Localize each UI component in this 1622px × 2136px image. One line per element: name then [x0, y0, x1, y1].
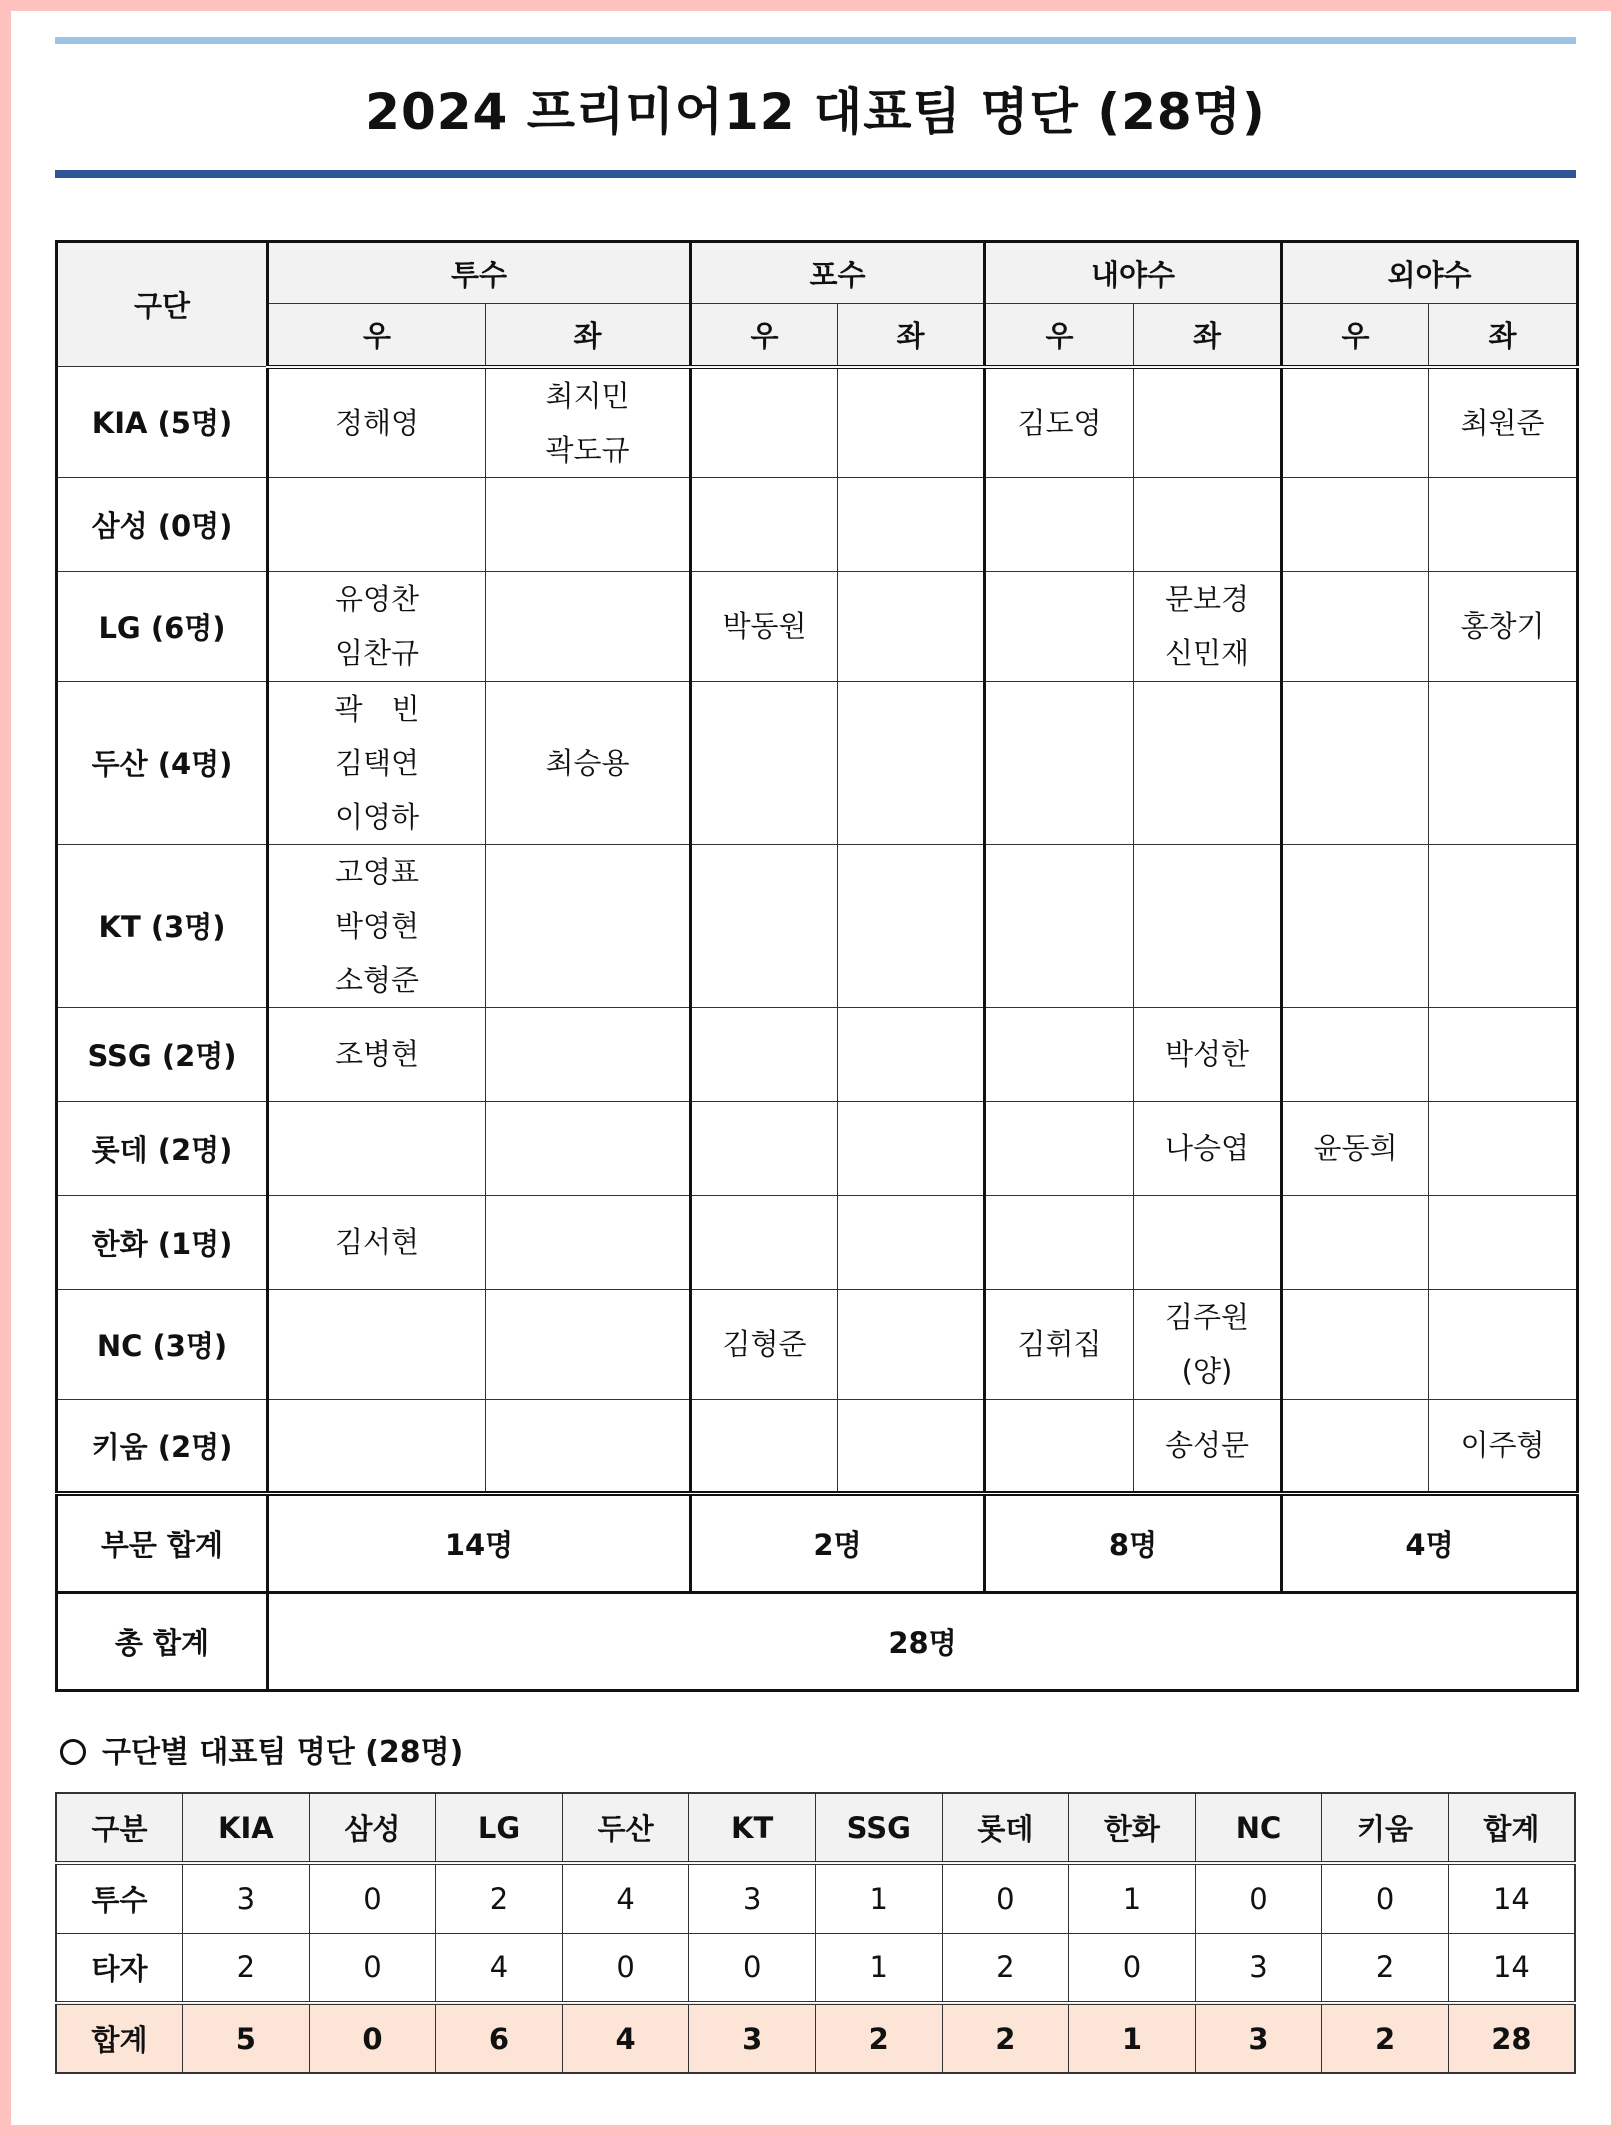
header-team: 구단: [57, 242, 268, 367]
roster-cell: [985, 1007, 1134, 1101]
subtotal-value: 14명: [268, 1493, 691, 1592]
subtotal-value: 4명: [1282, 1493, 1578, 1592]
roster-cell: [268, 1195, 486, 1289]
roster-cell: [1429, 367, 1578, 478]
summary-value: 1: [815, 1863, 942, 1933]
player-name: 김주원: [1164, 1300, 1250, 1334]
summary-header: KT: [689, 1793, 816, 1863]
roster-cell: [1282, 1007, 1429, 1101]
roster-cell: [838, 1007, 985, 1101]
summary-total-value: 28: [1448, 2003, 1575, 2073]
header-position: 포수: [691, 242, 985, 304]
roster-cell: [268, 367, 486, 478]
roster-cell: [838, 571, 985, 681]
header-hand: 좌: [1134, 304, 1282, 367]
summary-value: 14: [1448, 1863, 1575, 1933]
roster-cell: [268, 477, 486, 571]
header-hand: 우: [268, 304, 486, 367]
total-value: 28명: [268, 1592, 1578, 1690]
summary-value: 3: [689, 1863, 816, 1933]
player-name: 박성한: [1164, 1037, 1250, 1071]
summary-total-value: 6: [436, 2003, 563, 2073]
summary-value: 14: [1448, 1933, 1575, 2003]
roster-cell: [838, 1399, 985, 1493]
table-row: [57, 571, 1578, 681]
header-row-positions: [57, 242, 1578, 304]
subtotal-value: 8명: [985, 1493, 1282, 1592]
player-name: 최승용: [545, 745, 630, 780]
team-summary-table: [55, 1792, 1576, 2074]
team-label: 삼성 (0명): [57, 477, 268, 571]
subtotal-label: 부문 합계: [57, 1493, 268, 1592]
roster-cell: [268, 681, 486, 844]
team-label: KT (3명): [57, 844, 268, 1007]
player-name: 나승엽: [1164, 1131, 1250, 1165]
table-row: [57, 844, 1578, 1007]
header-position: 내야수: [985, 242, 1282, 304]
player-name: 김택연: [334, 745, 420, 780]
summary-value: 0: [309, 1863, 436, 1933]
summary-header: SSG: [815, 1793, 942, 1863]
roster-cell: [985, 1195, 1134, 1289]
roster-cell: [1134, 1101, 1282, 1195]
summary-row-label: 투수: [56, 1863, 183, 1933]
player-name: 이주형: [1460, 1428, 1545, 1462]
table-row: [57, 681, 1578, 844]
summary-value: 2: [183, 1933, 310, 2003]
roster-cell: [1429, 1399, 1578, 1493]
roster-cell: [691, 1101, 838, 1195]
table-row: [57, 477, 1578, 571]
summary-header: 삼성: [309, 1793, 436, 1863]
roster-cell: [1429, 1007, 1578, 1101]
top-divider: [55, 37, 1576, 44]
roster-cell: [486, 844, 691, 1007]
roster-cell: [1282, 681, 1429, 844]
roster-cell: [486, 1195, 691, 1289]
summary-total-value: 0: [309, 2003, 436, 2073]
summary-header: 롯데: [942, 1793, 1069, 1863]
roster-cell: [838, 844, 985, 1007]
roster-cell: [268, 844, 486, 1007]
roster-cell: [268, 1289, 486, 1399]
player-name: 곽도규: [545, 432, 630, 467]
header-hand: 좌: [486, 304, 691, 367]
summary-value: 0: [942, 1863, 1069, 1933]
roster-cell: [1134, 1399, 1282, 1493]
team-label: 키움 (2명): [57, 1399, 268, 1493]
table-row: [57, 1289, 1578, 1399]
roster-cell: [1134, 1007, 1282, 1101]
summary-header: LG: [436, 1793, 563, 1863]
summary-value: 1: [1069, 1863, 1196, 1933]
roster-cell: [838, 1289, 985, 1399]
summary-header: 두산: [562, 1793, 689, 1863]
roster-cell: [985, 844, 1134, 1007]
roster-cell: [486, 571, 691, 681]
roster-cell: [268, 1101, 486, 1195]
summary-header: NC: [1195, 1793, 1322, 1863]
summary-total-value: 3: [689, 2003, 816, 2073]
roster-cell: [1282, 1195, 1429, 1289]
player-name: 최원준: [1460, 405, 1545, 440]
summary-value: 2: [436, 1863, 563, 1933]
summary-header: 키움: [1322, 1793, 1449, 1863]
summary-value: 0: [1322, 1863, 1449, 1933]
summary-value: 0: [1195, 1863, 1322, 1933]
summary-value: 0: [1069, 1933, 1196, 2003]
table-row: [57, 1101, 1578, 1195]
player-name: 홍창기: [1460, 609, 1545, 643]
roster-cell: [1134, 571, 1282, 681]
roster-cell: [1429, 1101, 1578, 1195]
summary-header: 합계: [1448, 1793, 1575, 1863]
team-label: LG (6명): [57, 571, 268, 681]
summary-header: 구분: [56, 1793, 183, 1863]
roster-cell: [486, 1399, 691, 1493]
player-name: 임찬규: [334, 636, 420, 670]
roster-cell: [838, 1195, 985, 1289]
roster-cell: [985, 681, 1134, 844]
summary-total-value: 2: [942, 2003, 1069, 2073]
header-hand: 우: [1282, 304, 1429, 367]
roster-cell: [1429, 844, 1578, 1007]
roster-cell: [691, 1007, 838, 1101]
team-label: 두산 (4명): [57, 681, 268, 844]
player-name: 최지민: [545, 378, 630, 413]
total-row: [57, 1592, 1578, 1690]
roster-cell: [1134, 367, 1282, 478]
roster-cell: [1429, 477, 1578, 571]
circle-bullet-icon: [60, 1739, 86, 1765]
player-name: 윤동희: [1313, 1131, 1398, 1165]
summary-value: 4: [562, 1863, 689, 1933]
roster-cell: [486, 1289, 691, 1399]
roster-cell: [268, 1007, 486, 1101]
player-name: 신민재: [1164, 636, 1250, 670]
summary-value: 0: [689, 1933, 816, 2003]
summary-header: 한화: [1069, 1793, 1196, 1863]
team-label: 한화 (1명): [57, 1195, 268, 1289]
roster-cell: [691, 367, 838, 478]
summary-row: [56, 1933, 1575, 2003]
header-position: 투수: [268, 242, 691, 304]
subtotal-value: 2명: [691, 1493, 985, 1592]
summary-value: 3: [183, 1863, 310, 1933]
roster-cell: [838, 681, 985, 844]
table-row: [57, 1399, 1578, 1493]
summary-total-label: 합계: [56, 2003, 183, 2073]
summary-total-value: 3: [1195, 2003, 1322, 2073]
roster-cell: [691, 681, 838, 844]
roster-cell: [1282, 1101, 1429, 1195]
roster-cell: [486, 1101, 691, 1195]
player-name: 이영하: [334, 799, 420, 834]
roster-cell: [268, 571, 486, 681]
player-name: 문보경: [1164, 582, 1250, 616]
roster-cell: [1134, 844, 1282, 1007]
player-name: 정해영: [334, 405, 420, 440]
summary-header-row: [56, 1793, 1575, 1863]
summary-total-value: 2: [1322, 2003, 1449, 2073]
summary-row-label: 타자: [56, 1933, 183, 2003]
roster-cell: [1282, 367, 1429, 478]
roster-cell: [486, 477, 691, 571]
player-name: 박영현: [334, 908, 420, 943]
summary-value: 1: [815, 1933, 942, 2003]
roster-cell: [985, 367, 1134, 478]
summary-title: 구단별 대표팀 명단 (28명): [102, 1735, 464, 1770]
team-label: SSG (2명): [57, 1007, 268, 1101]
header-position: 외야수: [1282, 242, 1578, 304]
header-hand: 좌: [838, 304, 985, 367]
summary-value: 2: [1322, 1933, 1449, 2003]
roster-cell: [691, 844, 838, 1007]
summary-row: [56, 1863, 1575, 1933]
roster-cell: [1429, 1289, 1578, 1399]
player-name: 김서현: [334, 1225, 420, 1259]
player-name: 송성문: [1164, 1428, 1250, 1462]
team-label: KIA (5명): [57, 367, 268, 478]
roster-cell: [1134, 477, 1282, 571]
player-name: 박동원: [722, 609, 807, 643]
header-hand: 우: [691, 304, 838, 367]
roster-cell: [486, 681, 691, 844]
roster-cell: [985, 477, 1134, 571]
player-name: 고영표: [334, 854, 420, 889]
roster-cell: [1282, 1289, 1429, 1399]
roster-cell: [1282, 477, 1429, 571]
player-name: 소형준: [334, 962, 420, 997]
player-name: (양): [1181, 1354, 1233, 1388]
table-row: [57, 1007, 1578, 1101]
roster-cell: [985, 1399, 1134, 1493]
roster-cell: [691, 1399, 838, 1493]
team-label: NC (3명): [57, 1289, 268, 1399]
summary-value: 2: [942, 1933, 1069, 2003]
title-divider: [55, 170, 1576, 178]
summary-total-value: 2: [815, 2003, 942, 2073]
roster-cell: [985, 1101, 1134, 1195]
header-hand: 좌: [1429, 304, 1578, 367]
player-name: 조병현: [334, 1037, 420, 1071]
summary-heading: [60, 1730, 463, 1776]
page-title: 2024 프리미어12 대표팀 명단 (28명): [365, 83, 1266, 141]
roster-cell: [691, 1195, 838, 1289]
roster-cell: [838, 477, 985, 571]
summary-total-value: 1: [1069, 2003, 1196, 2073]
summary-total-row: [56, 2003, 1575, 2073]
team-label: 롯데 (2명): [57, 1101, 268, 1195]
table-row: [57, 1195, 1578, 1289]
roster-table: [55, 240, 1579, 1692]
roster-cell: [486, 1007, 691, 1101]
roster-cell: [691, 1289, 838, 1399]
roster-cell: [985, 571, 1134, 681]
summary-value: 4: [436, 1933, 563, 2003]
player-name: 곽 빈: [334, 691, 420, 726]
summary-value: 0: [562, 1933, 689, 2003]
roster-cell: [1134, 681, 1282, 844]
player-name: 김도영: [1017, 405, 1102, 440]
roster-cell: [691, 477, 838, 571]
roster-cell: [1429, 681, 1578, 844]
roster-cell: [1134, 1195, 1282, 1289]
roster-cell: [838, 1101, 985, 1195]
total-label: 총 합계: [57, 1592, 268, 1690]
roster-cell: [1282, 571, 1429, 681]
summary-total-value: 5: [183, 2003, 310, 2073]
roster-cell: [838, 367, 985, 478]
roster-cell: [268, 1399, 486, 1493]
table-row: [57, 367, 1578, 478]
player-name: 김형준: [722, 1327, 807, 1361]
player-name: 김휘집: [1017, 1327, 1102, 1361]
summary-header: KIA: [183, 1793, 310, 1863]
player-name: 유영찬: [334, 582, 420, 616]
header-hand: 우: [985, 304, 1134, 367]
summary-value: 0: [309, 1933, 436, 2003]
roster-cell: [691, 571, 838, 681]
subtotal-row: [57, 1493, 1578, 1592]
summary-total-value: 4: [562, 2003, 689, 2073]
roster-cell: [1429, 571, 1578, 681]
roster-cell: [1134, 1289, 1282, 1399]
roster-cell: [985, 1289, 1134, 1399]
summary-value: 3: [1195, 1933, 1322, 2003]
roster-cell: [1429, 1195, 1578, 1289]
roster-cell: [1282, 844, 1429, 1007]
roster-cell: [486, 367, 691, 478]
roster-cell: [1282, 1399, 1429, 1493]
header-row-hands: [57, 304, 1578, 367]
